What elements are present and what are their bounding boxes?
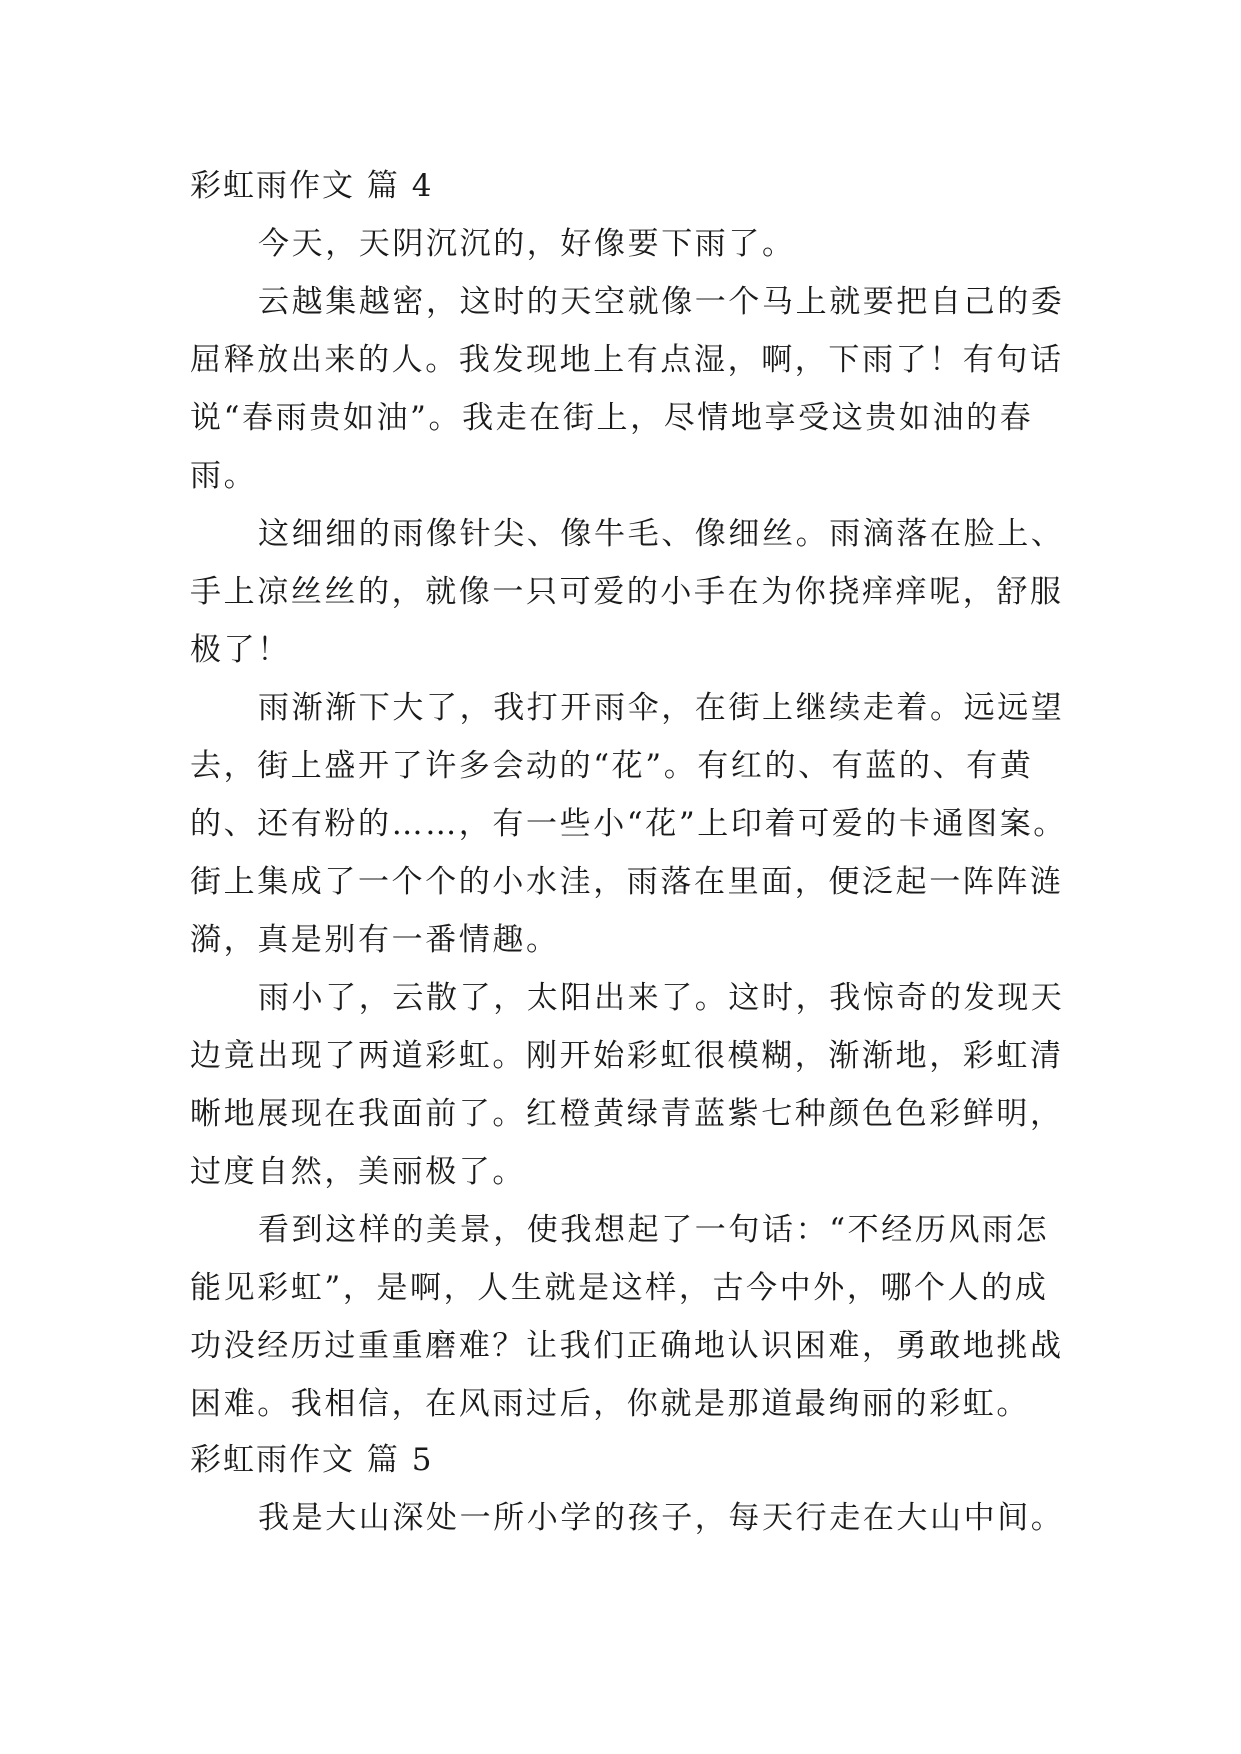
- paragraph-line: 的、还有粉的……，有一些小“花”上印着可爱的卡通图案。: [190, 806, 1067, 842]
- paragraph-line: 雨小了，云散了，太阳出来了。这时，我惊奇的发现天: [258, 980, 1065, 1016]
- paragraph-line: 过度自然，美丽极了。: [190, 1154, 526, 1190]
- paragraph-line: 雨。: [190, 458, 258, 494]
- paragraph-line: 晰地展现在我面前了。红橙黄绿青蓝紫七种颜色色彩鲜明，: [190, 1096, 1064, 1132]
- section-heading: 彩虹雨作文 篇 5: [190, 1442, 434, 1478]
- paragraph-line: 手上凉丝丝的，就像一只可爱的小手在为你挠痒痒呢，舒服: [190, 574, 1064, 610]
- paragraph-line: 困难。我相信，在风雨过后，你就是那道最绚丽的彩虹。: [190, 1386, 1030, 1422]
- paragraph-line: 能见彩虹”，是啊，人生就是这样，古今中外，哪个人的成: [190, 1270, 1049, 1306]
- paragraph-line: 去，街上盛开了许多会动的“花”。有红的、有蓝的、有黄: [190, 748, 1034, 784]
- paragraph-line: 看到这样的美景，使我想起了一句话：“不经历风雨怎: [258, 1212, 1050, 1248]
- paragraph-line: 街上集成了一个个的小水洼，雨落在里面，便泛起一阵阵涟: [190, 864, 1064, 900]
- paragraph-line: 今天，天阴沉沉的，好像要下雨了。: [258, 226, 796, 262]
- section-heading: 彩虹雨作文 篇 4: [190, 168, 434, 204]
- paragraph-line: 功没经历过重重磨难？让我们正确地认识困难，勇敢地挑战: [190, 1328, 1064, 1364]
- paragraph-line: 屈释放出来的人。我发现地上有点湿，啊，下雨了！有句话: [190, 342, 1064, 378]
- paragraph-line: 这细细的雨像针尖、像牛毛、像细丝。雨滴落在脸上、: [258, 516, 1065, 552]
- paragraph-line: 雨渐渐下大了，我打开雨伞，在街上继续走着。远远望: [258, 690, 1065, 726]
- paragraph-line: 云越集越密，这时的天空就像一个马上就要把自己的委: [258, 284, 1065, 320]
- paragraph-line: 我是大山深处一所小学的孩子，每天行走在大山中间。: [258, 1500, 1065, 1536]
- paragraph-line: 说“春雨贵如油”。我走在街上，尽情地享受这贵如油的春: [190, 400, 1034, 436]
- paragraph-line: 漪，真是别有一番情趣。: [190, 922, 560, 958]
- paragraph-line: 边竟出现了两道彩虹。刚开始彩虹很模糊，渐渐地，彩虹清: [190, 1038, 1064, 1074]
- paragraph-line: 极了！: [190, 632, 291, 668]
